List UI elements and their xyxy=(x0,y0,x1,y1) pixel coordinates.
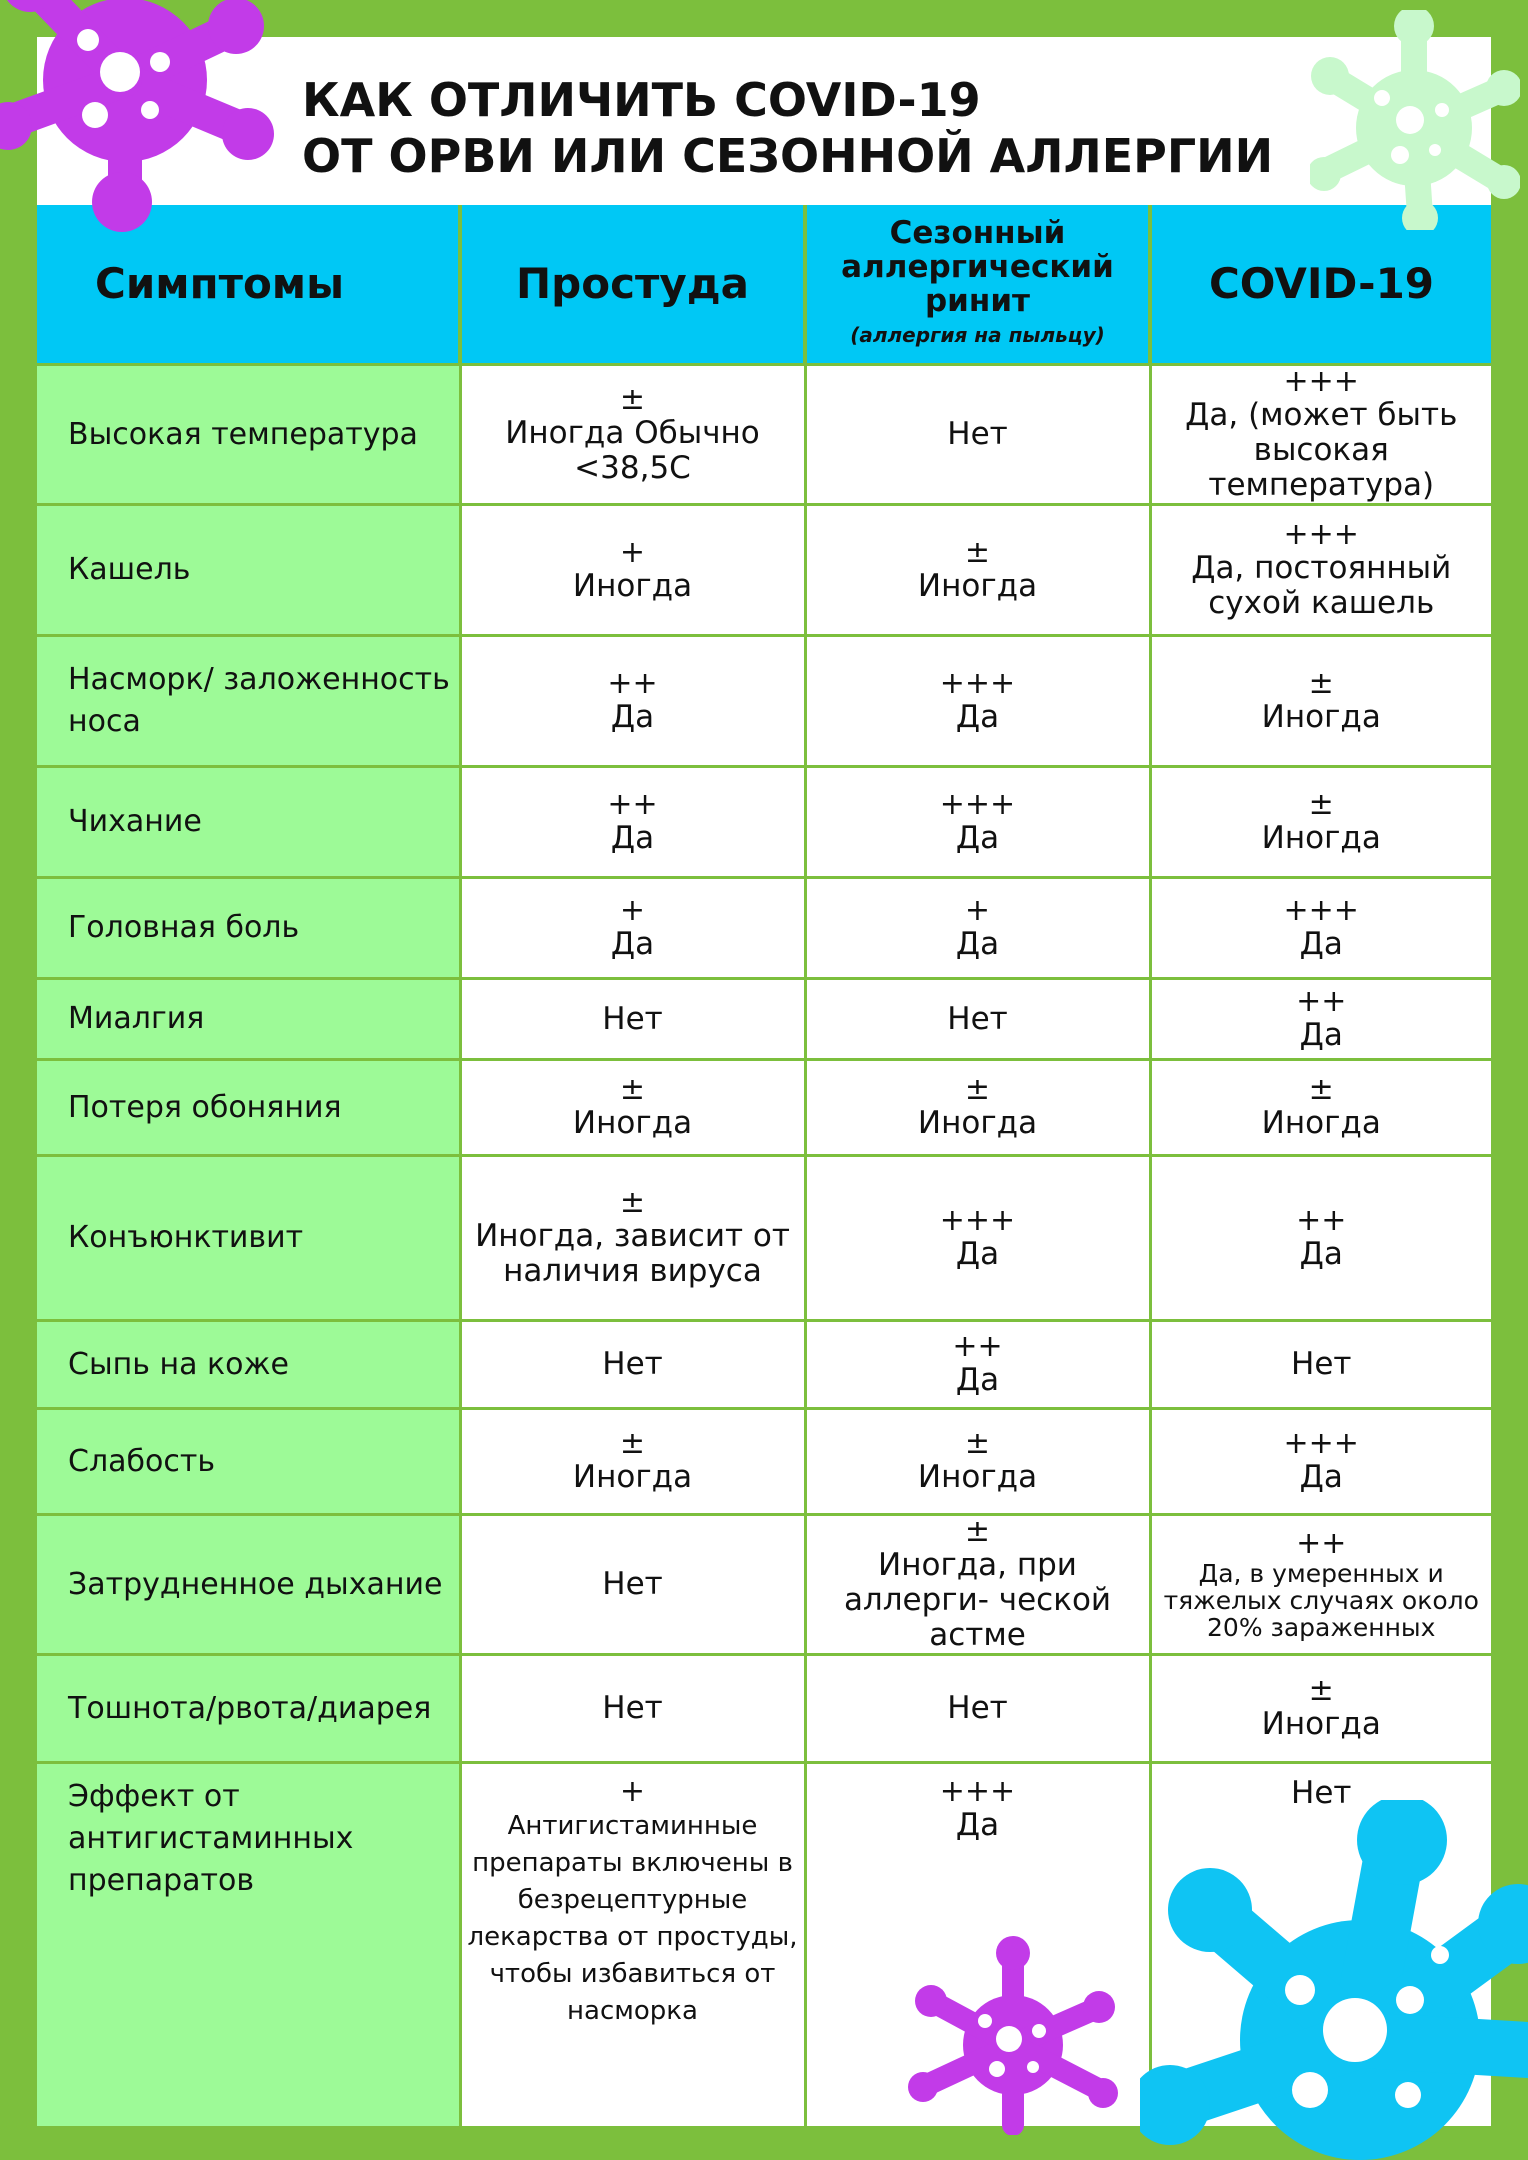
allergy-cell: Нет xyxy=(805,979,1150,1060)
symptom-cell: Головная боль xyxy=(37,878,460,979)
allergy-cell: ± Иногда xyxy=(805,1060,1150,1156)
cold-cell: ± Иногда, зависит от наличия вируса xyxy=(460,1156,805,1321)
symptom-cell: Насморк/ заложенность носа xyxy=(37,636,460,767)
table-row xyxy=(37,979,1491,1060)
cold-cell: ± Иногда Обычно <38,5С xyxy=(460,365,805,505)
symptom-cell: Потеря обоняния xyxy=(37,1060,460,1156)
symptom-cell: Затрудненное дыхание xyxy=(37,1515,460,1655)
allergy-cell: +++ Да xyxy=(805,1763,1150,2128)
covid-cell: ++ Да, в умеренных и тяжелых случаях около 20% зараженных xyxy=(1150,1515,1491,1655)
header-cold: Простуда xyxy=(460,205,805,365)
symptom-cell: Высокая температура xyxy=(37,365,460,505)
header-allergy-line-1: Сезонный xyxy=(889,215,1066,251)
header-allergy-line-2: аллергический xyxy=(841,249,1114,285)
cold-cell: Нет xyxy=(460,979,805,1060)
table-row xyxy=(37,1515,1491,1655)
cold-cell: Нет xyxy=(460,1515,805,1655)
allergy-cell: ± Иногда xyxy=(805,505,1150,636)
symptom-cell: Тошнота/рвота/диарея xyxy=(37,1655,460,1763)
symptom-cell: Чихание xyxy=(37,767,460,878)
header-allergy xyxy=(805,205,1150,365)
allergy-cell: + Да xyxy=(805,878,1150,979)
allergy-cell: ± Иногда, при аллерги- ческой астме xyxy=(805,1515,1150,1655)
symptom-cell: Конъюнктивит xyxy=(37,1156,460,1321)
virus-mint-icon xyxy=(1310,10,1520,230)
virus-purple-small-icon xyxy=(905,1935,1120,2135)
poster-title xyxy=(302,72,1273,184)
table-row xyxy=(37,1156,1491,1321)
cold-cell: ± Иногда xyxy=(460,1060,805,1156)
allergy-cell: Нет xyxy=(805,1655,1150,1763)
covid-cell: +++ Да xyxy=(1150,878,1491,979)
cold-cell: Нет xyxy=(460,1321,805,1409)
virus-purple-icon xyxy=(0,0,280,250)
table-row xyxy=(37,1655,1491,1763)
covid-cell: ± Иногда xyxy=(1150,636,1491,767)
cold-cell: ++ Да xyxy=(460,636,805,767)
symptom-cell: Слабость xyxy=(37,1409,460,1515)
allergy-cell: +++ Да xyxy=(805,636,1150,767)
covid-cell: ± Иногда xyxy=(1150,1655,1491,1763)
allergy-cell: ± Иногда xyxy=(805,1409,1150,1515)
title-line-1: КАК ОТЛИЧИТЬ COVID-19 xyxy=(302,73,981,127)
title-line-2: ОТ ОРВИ ИЛИ СЕЗОННОЙ АЛЛЕРГИИ xyxy=(302,129,1274,183)
header-allergy-note: (аллергия на пыльцу) xyxy=(850,323,1105,347)
covid-cell: +++ Да, (может быть высокая температура) xyxy=(1150,365,1491,505)
symptom-cell: Кашель xyxy=(37,505,460,636)
covid-cell: ± Иногда xyxy=(1150,1060,1491,1156)
symptom-cell: Сыпь на коже xyxy=(37,1321,460,1409)
header-symptoms: Симптомы xyxy=(37,205,460,365)
allergy-cell: +++ Да xyxy=(805,767,1150,878)
table-row xyxy=(37,1060,1491,1156)
covid-cell: ± Иногда xyxy=(1150,767,1491,878)
cold-cell: + Антигистаминные препараты включены в безрецептурные лекарства от простуды, чтобы избавиться от насморка xyxy=(460,1763,805,2128)
table-row xyxy=(37,365,1491,505)
allergy-cell: Нет xyxy=(805,365,1150,505)
header-covid: COVID-19 xyxy=(1150,205,1491,365)
cold-cell: ± Иногда xyxy=(460,1409,805,1515)
cold-cell: ++ Да xyxy=(460,767,805,878)
covid-cell: ++ Да xyxy=(1150,1156,1491,1321)
cold-cell: Нет xyxy=(460,1655,805,1763)
table-row xyxy=(37,1321,1491,1409)
covid-cell: +++ Да, постоянный сухой кашель xyxy=(1150,505,1491,636)
allergy-cell: ++ Да xyxy=(805,1321,1150,1409)
table-row xyxy=(37,878,1491,979)
table-row xyxy=(37,1409,1491,1515)
covid-cell: +++ Да xyxy=(1150,1409,1491,1515)
covid-cell: Нет xyxy=(1150,1321,1491,1409)
virus-blue-icon xyxy=(1140,1800,1528,2160)
cold-cell: + Да xyxy=(460,878,805,979)
header-allergy-line-3: ринит xyxy=(924,283,1031,319)
symptom-cell: Эффект от антигистаминных препаратов xyxy=(37,1763,460,2128)
table-row xyxy=(37,767,1491,878)
covid-cell: ++ Да xyxy=(1150,979,1491,1060)
symptom-cell: Миалгия xyxy=(37,979,460,1060)
table-row xyxy=(37,636,1491,767)
covid-cell: Нет xyxy=(1150,1763,1491,2128)
allergy-cell: +++ Да xyxy=(805,1156,1150,1321)
cold-cell: + Иногда xyxy=(460,505,805,636)
table-row xyxy=(37,505,1491,636)
